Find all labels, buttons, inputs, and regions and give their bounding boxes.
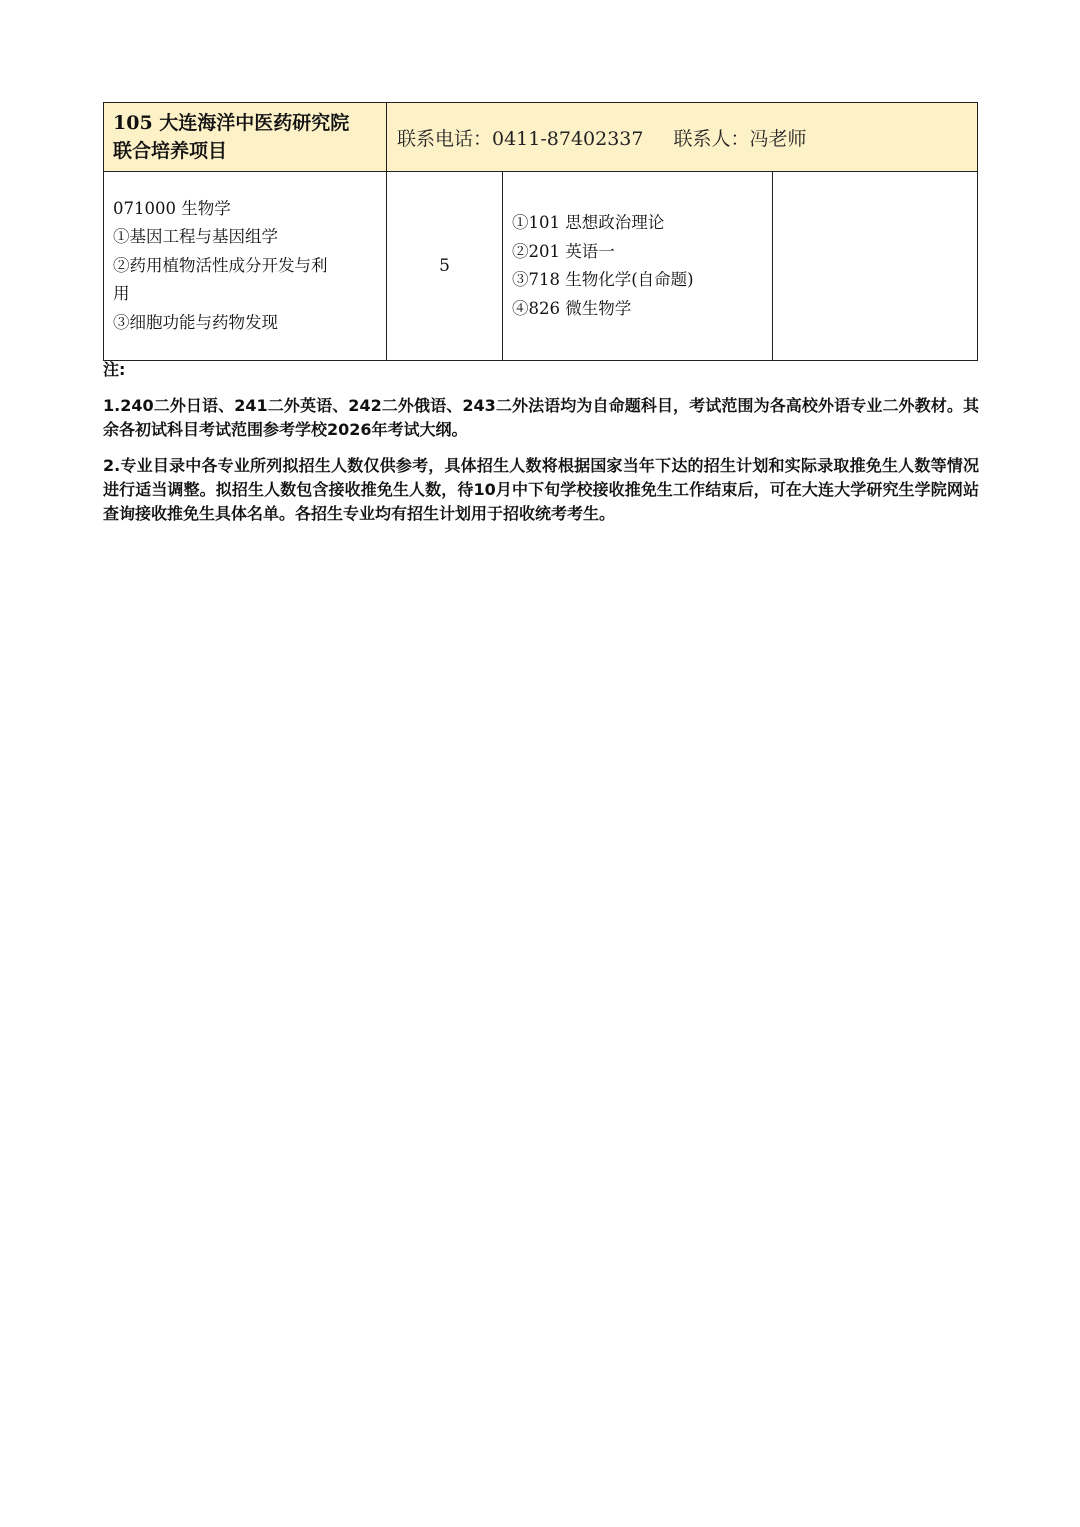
institution-header-row: [104, 103, 978, 172]
institution-name-line-2: 联合培养项目: [113, 140, 228, 162]
enrollment-count-cell: 5: [387, 172, 503, 361]
research-direction: ②药用植物活性成分开发与利: [113, 255, 328, 275]
research-direction: 用: [113, 284, 130, 304]
notes-title: 注:: [103, 360, 126, 379]
catalog-table: [103, 102, 978, 361]
exam-subjects-cell: [503, 172, 773, 361]
note-item: 1.240二外日语、241二外英语、242二外俄语、243二外法语均为自命题科目，考试范围为各高校外语专业二外教材。其余各初试科目考试范围参考学校2026年考试大纲。: [103, 396, 979, 439]
contact-person: 联系人：冯老师: [673, 127, 807, 150]
institution-name-line-1: 105 大连海洋中医药研究院: [113, 112, 350, 134]
institution-name-cell: [104, 103, 387, 172]
notes-section: [103, 358, 979, 538]
contact-info-cell: [387, 103, 978, 172]
major-row: [104, 172, 978, 361]
major-code-name: 071000 生物学: [113, 198, 231, 218]
exam-subject: ④826 微生物学: [512, 298, 632, 318]
exam-subject: ①101 思想政治理论: [512, 213, 665, 232]
remarks-cell: [773, 172, 978, 361]
major-cell: [104, 172, 387, 361]
research-direction: ③细胞功能与药物发现: [113, 312, 278, 332]
exam-subject: ③718 生物化学(自命题): [512, 270, 694, 289]
exam-subject: ②201 英语一: [512, 241, 615, 261]
contact-phone: 联系电话：0411-87402337: [397, 127, 644, 150]
research-direction: ①基因工程与基因组学: [113, 227, 278, 247]
note-item: 2.专业目录中各专业所列拟招生人数仅供参考，具体招生人数将根据国家当年下达的招生计划和实际录取推免生人数等情况进行适当调整。拟招生人数包含接收推免生人数，待10月中下旬学校接收推免生工作结束后，可在大连大学研究生学院网站查询接收推免生具体名单。各招生专业均有招生计划用于招收统考考生。: [103, 456, 979, 523]
